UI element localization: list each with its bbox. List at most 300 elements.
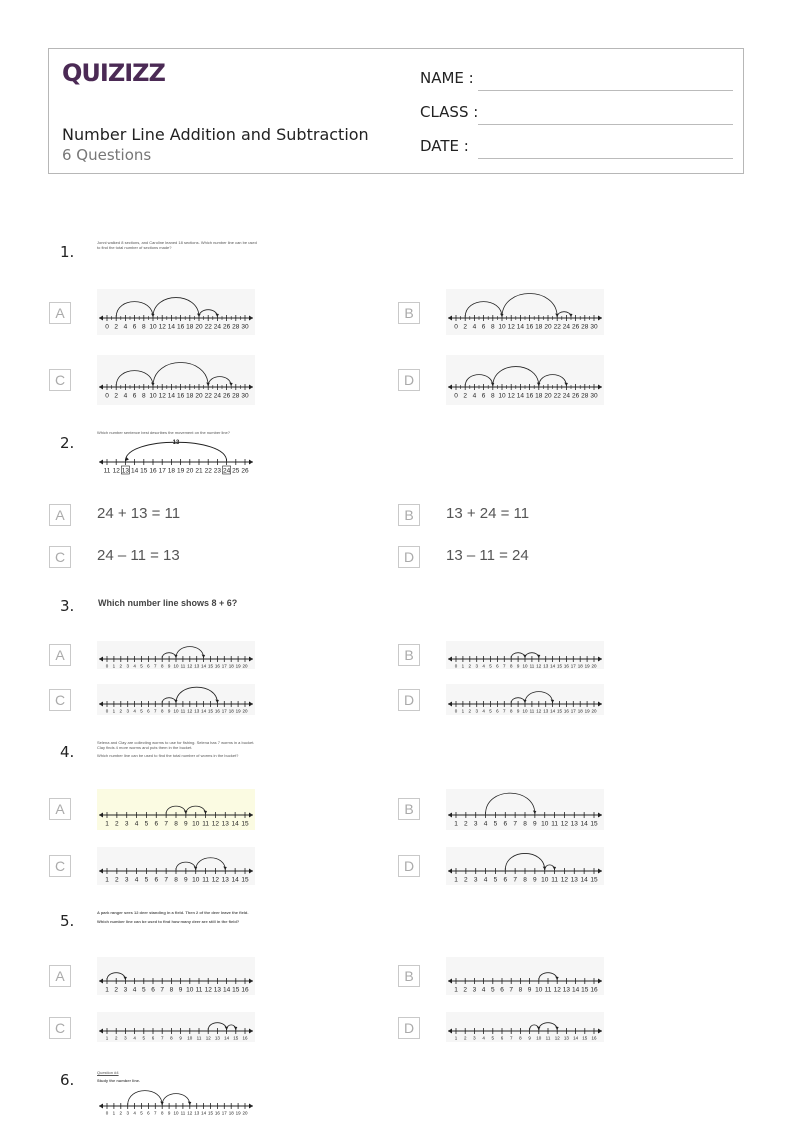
tick-label: 10 <box>149 392 157 400</box>
tick-label: 9 <box>533 876 537 884</box>
tick-label: 0 <box>105 323 109 331</box>
tick-label: 14 <box>516 323 525 331</box>
tick-label: 13 <box>570 820 578 828</box>
tick-label: 16 <box>241 986 249 994</box>
tick-label: 6 <box>132 392 137 400</box>
tick-label: 4 <box>134 876 139 884</box>
tick-label: 12 <box>536 663 542 669</box>
tick-label: 14 <box>222 986 231 994</box>
jump-arrow-icon <box>555 977 559 981</box>
left-arrow-icon <box>99 385 103 390</box>
tick-label: 4 <box>133 1110 136 1116</box>
tick-label: 6 <box>503 876 508 884</box>
tick-label: 13 <box>562 986 571 994</box>
tick-label: 6 <box>147 708 150 714</box>
tick-label: 10 <box>522 663 528 669</box>
tick-label: 12 <box>187 1110 193 1116</box>
tick-label: 4 <box>123 323 128 331</box>
name-line[interactable] <box>478 90 733 91</box>
tick-label: 6 <box>154 876 159 884</box>
option-letter-c[interactable]: C <box>49 369 71 391</box>
tick-label: 20 <box>242 1110 248 1116</box>
tick-label: 28 <box>581 323 589 331</box>
tick-label: 5 <box>140 663 143 669</box>
question-number: 4. <box>60 743 75 761</box>
tick-label: 13 <box>570 876 578 884</box>
option-image[interactable] <box>97 684 255 715</box>
tick-label: 8 <box>160 1110 164 1116</box>
tick-label: 2 <box>468 663 472 669</box>
tick-label: 18 <box>535 323 543 331</box>
tick-label: 0 <box>105 708 109 714</box>
tick-label: 15 <box>556 663 563 669</box>
tick-label: 26 <box>241 467 249 475</box>
tick-label: 14 <box>231 876 239 884</box>
tick-label: 28 <box>232 323 240 331</box>
tick-label: 14 <box>580 820 588 828</box>
option-letter-b[interactable]: B <box>398 798 420 820</box>
tick-label: 11 <box>544 986 552 994</box>
option-letter-a[interactable]: A <box>49 798 71 820</box>
left-arrow-icon <box>99 979 103 984</box>
right-arrow-icon <box>249 657 253 662</box>
jump-arc <box>557 312 571 317</box>
tick-label: 8 <box>141 392 146 400</box>
tick-label: 3 <box>475 663 478 669</box>
option-image[interactable] <box>97 957 255 995</box>
tick-label: 8 <box>490 323 495 331</box>
tick-label: 6 <box>481 323 486 331</box>
tick-label: 13 <box>221 820 229 828</box>
tick-label: 13 <box>563 1035 569 1041</box>
tick-label: 15 <box>241 876 249 884</box>
tick-label: 11 <box>196 1035 202 1041</box>
tick-label: 0 <box>454 392 458 400</box>
tick-label: 8 <box>519 1035 522 1041</box>
tick-label: 6 <box>503 820 508 828</box>
tick-label: 14 <box>580 876 588 884</box>
number-line-figure <box>97 437 255 477</box>
tick-label: 14 <box>516 392 525 400</box>
tick-label: 18 <box>535 392 543 400</box>
option-letter-a[interactable]: A <box>49 965 71 987</box>
tick-label: 7 <box>164 876 168 884</box>
number-line-figure <box>446 847 604 885</box>
tick-label: 2 <box>464 820 468 828</box>
tick-label: 20 <box>591 663 597 669</box>
tick-label: 8 <box>509 663 513 669</box>
jump-arc <box>196 858 226 870</box>
option-image[interactable] <box>97 1012 255 1042</box>
tick-label: 4 <box>482 663 485 669</box>
jump-arrow-icon <box>123 977 127 981</box>
option-text[interactable]: 13 + 24 = 11 <box>446 505 530 522</box>
tick-label: 8 <box>518 986 523 994</box>
tick-label: 1 <box>454 820 458 828</box>
tick-label: 3 <box>124 820 129 828</box>
tick-label: 7 <box>513 820 517 828</box>
tick-label: 13 <box>213 986 222 994</box>
tick-label: 15 <box>232 986 240 994</box>
option-image[interactable] <box>446 789 604 830</box>
tick-label: 8 <box>169 986 174 994</box>
option-image[interactable] <box>446 641 604 669</box>
question-prompt-line-2: Which number line can be used to find how many deer are still in the field? <box>97 919 240 924</box>
tick-label: 13 <box>214 1035 220 1041</box>
tick-label: 12 <box>158 392 166 400</box>
worksheet-header <box>48 48 744 174</box>
tick-label: 3 <box>126 708 129 714</box>
tick-label: 22 <box>204 323 212 331</box>
tick-label: 1 <box>112 1110 116 1116</box>
left-arrow-icon <box>99 702 103 707</box>
tick-label: 10 <box>192 820 200 828</box>
jump-arrow-icon <box>202 655 206 659</box>
tick-label: 11 <box>551 876 558 884</box>
right-arrow-icon <box>598 702 602 707</box>
jump-arc <box>465 375 493 386</box>
tick-label: 10 <box>186 986 194 994</box>
option-letter-d[interactable]: D <box>398 689 420 711</box>
tick-label: 13 <box>543 663 549 669</box>
option-text[interactable]: 24 – 11 = 13 <box>97 547 180 564</box>
tick-label: 12 <box>507 392 515 400</box>
tick-label: 10 <box>541 820 549 828</box>
tick-label: 17 <box>221 1110 227 1116</box>
tick-label: 19 <box>584 708 590 714</box>
number-line-figure <box>446 1012 604 1042</box>
tick-label: 10 <box>187 1035 193 1041</box>
jump-arrow-icon <box>229 383 233 387</box>
tick-label: 15 <box>207 1110 214 1116</box>
tick-label: 5 <box>493 820 498 828</box>
tick-label: 18 <box>577 708 583 714</box>
number-line-figure <box>97 1012 255 1042</box>
tick-label: 22 <box>553 323 561 331</box>
left-arrow-icon <box>99 813 103 818</box>
tick-label: 8 <box>141 323 146 331</box>
tick-label: 24 <box>222 467 231 475</box>
tick-label: 24 <box>562 323 571 331</box>
tick-label: 1 <box>105 986 109 994</box>
tick-label: 9 <box>184 876 188 884</box>
tick-label: 30 <box>241 323 249 331</box>
tick-label: 28 <box>232 392 240 400</box>
option-image[interactable] <box>446 289 604 335</box>
tick-label: 3 <box>126 663 129 669</box>
tick-label: 7 <box>154 708 157 714</box>
tick-label: 6 <box>147 1110 150 1116</box>
tick-label: 21 <box>195 467 203 475</box>
tick-label: 10 <box>541 876 549 884</box>
tick-label: 24 <box>213 392 222 400</box>
option-letter-a[interactable]: A <box>49 504 71 526</box>
tick-label: 15 <box>207 663 214 669</box>
tick-label: 9 <box>167 1110 171 1116</box>
tick-label: 18 <box>228 663 234 669</box>
tick-label: 12 <box>187 663 193 669</box>
tick-label: 16 <box>590 986 598 994</box>
tick-label: 11 <box>551 820 558 828</box>
tick-label: 2 <box>119 1110 123 1116</box>
option-image[interactable] <box>446 957 604 995</box>
option-image[interactable] <box>97 789 255 830</box>
jump-arc <box>116 302 153 317</box>
tick-label: 20 <box>544 323 552 331</box>
tick-label: 12 <box>112 467 120 475</box>
tick-label: 13 <box>221 876 229 884</box>
tick-label: 4 <box>483 820 488 828</box>
tick-label: 8 <box>523 820 527 828</box>
option-letter-c[interactable]: C <box>49 1017 71 1039</box>
tick-label: 13 <box>121 467 130 475</box>
tick-label: 4 <box>472 323 477 331</box>
question-prompt: Which number line shows 8 + 6? <box>98 598 238 608</box>
tick-label: 19 <box>235 1110 241 1116</box>
tick-label: 2 <box>114 986 119 994</box>
option-letter-a[interactable]: A <box>49 644 71 666</box>
tick-label: 18 <box>186 392 194 400</box>
tick-label: 2 <box>463 986 468 994</box>
tick-label: 1 <box>454 1035 458 1041</box>
tick-label: 11 <box>180 663 186 669</box>
option-letter-c[interactable]: C <box>49 689 71 711</box>
right-arrow-icon <box>249 316 253 321</box>
tick-label: 14 <box>550 708 556 714</box>
tick-label: 3 <box>472 986 477 994</box>
option-letter-b[interactable]: B <box>398 644 420 666</box>
tick-label: 0 <box>454 708 458 714</box>
right-arrow-icon <box>249 1029 253 1034</box>
tick-label: 6 <box>496 708 499 714</box>
tick-label: 17 <box>158 467 166 475</box>
jump-arrow-icon <box>234 1027 238 1031</box>
option-image[interactable] <box>97 641 255 669</box>
jump-arrow-icon <box>215 314 219 318</box>
tick-label: 16 <box>176 323 185 331</box>
tick-label: 16 <box>242 1035 248 1041</box>
number-line-figure <box>97 641 255 669</box>
option-letter-c[interactable]: C <box>49 546 71 568</box>
tick-label: 5 <box>144 820 149 828</box>
tick-label: 18 <box>167 467 176 475</box>
number-line-figure <box>97 289 255 335</box>
tick-label: 12 <box>507 323 515 331</box>
tick-label: 11 <box>545 1035 551 1041</box>
tick-label: 20 <box>195 323 203 331</box>
tick-label: 10 <box>536 1035 542 1041</box>
worksheet-title: Number Line Addition and Subtraction <box>62 125 369 144</box>
tick-label: 20 <box>544 392 552 400</box>
tick-label: 24 <box>562 392 571 400</box>
right-arrow-icon <box>249 1104 253 1109</box>
tick-label: 14 <box>167 392 176 400</box>
option-image[interactable] <box>446 355 604 405</box>
tick-label: 22 <box>204 467 212 475</box>
tick-label: 14 <box>201 1110 207 1116</box>
number-line-figure <box>97 957 255 995</box>
tick-label: 24 <box>213 323 222 331</box>
tick-label: 1 <box>112 708 116 714</box>
jump-arc <box>493 367 539 386</box>
right-arrow-icon <box>249 979 253 984</box>
option-text[interactable]: 24 + 13 = 11 <box>97 505 181 522</box>
right-arrow-icon <box>598 657 602 662</box>
option-letter-d[interactable]: D <box>398 546 420 568</box>
tick-label: 16 <box>563 663 569 669</box>
question-image <box>97 1087 255 1117</box>
tick-label: 6 <box>500 986 504 994</box>
tick-label: 30 <box>590 392 598 400</box>
number-line-figure <box>446 355 604 405</box>
tick-label: 0 <box>454 663 458 669</box>
tick-label: 5 <box>489 663 492 669</box>
tick-label: 3 <box>123 986 128 994</box>
tick-label: 6 <box>481 392 486 400</box>
tick-label: 17 <box>221 663 227 669</box>
option-text[interactable]: 13 – 11 = 24 <box>446 547 529 564</box>
tick-label: 9 <box>533 820 537 828</box>
tick-label: 9 <box>516 663 520 669</box>
option-letter-d[interactable]: D <box>398 855 420 877</box>
tick-label: 17 <box>221 708 227 714</box>
option-image[interactable] <box>97 847 255 885</box>
jump-arc <box>153 298 199 317</box>
tick-label: 26 <box>222 392 231 400</box>
tick-label: 2 <box>464 876 468 884</box>
tick-label: 12 <box>536 708 542 714</box>
option-letter-a[interactable]: A <box>49 302 71 324</box>
left-arrow-icon <box>448 979 452 984</box>
tick-label: 1 <box>461 708 465 714</box>
tick-label: 0 <box>105 663 109 669</box>
jump-arc <box>153 363 208 386</box>
option-letter-b[interactable]: B <box>398 302 420 324</box>
question-number: 2. <box>60 434 75 452</box>
tick-label: 7 <box>509 1035 513 1041</box>
tick-label: 9 <box>167 708 171 714</box>
option-image[interactable] <box>97 289 255 335</box>
left-arrow-icon <box>448 869 452 874</box>
tick-label: 1 <box>454 876 458 884</box>
left-arrow-icon <box>448 385 452 390</box>
option-image[interactable] <box>446 847 604 885</box>
jump-label: 13 <box>172 440 180 446</box>
question-prompt-line-2: Which number line can be used to find the total number of worms in the bucket? <box>97 753 239 758</box>
number-line-figure <box>446 641 604 669</box>
option-letter-b[interactable]: B <box>398 965 420 987</box>
right-arrow-icon <box>598 869 602 874</box>
tick-label: 26 <box>571 323 580 331</box>
tick-label: 11 <box>195 986 203 994</box>
left-arrow-icon <box>448 316 452 321</box>
number-line-figure <box>97 684 255 715</box>
tick-label: 26 <box>222 323 231 331</box>
date-line[interactable] <box>478 158 733 159</box>
tick-label: 8 <box>170 1035 173 1041</box>
tick-label: 20 <box>195 392 203 400</box>
left-arrow-icon <box>99 657 103 662</box>
tick-label: 14 <box>571 986 580 994</box>
tick-label: 8 <box>523 876 527 884</box>
tick-label: 23 <box>213 467 222 475</box>
tick-label: 8 <box>160 663 164 669</box>
jump-arc <box>502 294 557 317</box>
tick-label: 20 <box>242 708 248 714</box>
tick-label: 2 <box>115 876 119 884</box>
number-line-figure <box>446 289 604 335</box>
tick-label: 9 <box>528 1035 531 1041</box>
tick-label: 1 <box>105 820 109 828</box>
tick-label: 8 <box>509 708 513 714</box>
option-letter-d[interactable]: D <box>398 369 420 391</box>
question-image <box>97 437 255 477</box>
tick-label: 22 <box>204 392 212 400</box>
class-line[interactable] <box>478 124 733 125</box>
tick-label: 10 <box>522 708 528 714</box>
tick-label: 10 <box>192 876 200 884</box>
jump-arrow-icon <box>533 811 537 815</box>
right-arrow-icon <box>249 385 253 390</box>
tick-label: 4 <box>472 392 477 400</box>
option-letter-b[interactable]: B <box>398 504 420 526</box>
tick-label: 8 <box>160 708 164 714</box>
option-image[interactable] <box>446 684 604 715</box>
left-arrow-icon <box>448 1029 452 1034</box>
right-arrow-icon <box>598 813 602 818</box>
tick-label: 3 <box>124 1035 127 1041</box>
tick-label: 12 <box>211 820 220 828</box>
tick-label: 12 <box>187 708 193 714</box>
tick-label: 4 <box>482 708 485 714</box>
tick-label: 15 <box>207 708 214 714</box>
tick-label: 7 <box>154 663 157 669</box>
number-line-figure <box>97 789 255 830</box>
tick-label: 12 <box>204 986 212 994</box>
option-letter-d[interactable]: D <box>398 1017 420 1039</box>
number-line-figure <box>446 957 604 995</box>
right-arrow-icon <box>249 460 253 465</box>
tick-label: 4 <box>123 392 128 400</box>
jump-arrow-icon <box>553 867 557 871</box>
tick-label: 20 <box>242 663 248 669</box>
tick-label: 13 <box>194 708 200 714</box>
tick-label: 7 <box>513 876 517 884</box>
tick-label: 9 <box>184 820 188 828</box>
jump-arc <box>208 377 231 386</box>
tick-label: 19 <box>235 663 241 669</box>
tick-label: 16 <box>214 663 220 669</box>
question-prompt-line-2: Study the number line. <box>97 1078 141 1083</box>
option-letter-c[interactable]: C <box>49 855 71 877</box>
tick-label: 4 <box>483 876 488 884</box>
option-image[interactable] <box>446 1012 604 1042</box>
tick-label: 10 <box>173 1110 179 1116</box>
option-image[interactable] <box>97 355 255 405</box>
tick-label: 1 <box>454 986 458 994</box>
tick-label: 18 <box>577 663 583 669</box>
right-arrow-icon <box>598 316 602 321</box>
tick-label: 2 <box>463 1035 467 1041</box>
tick-label: 4 <box>133 1035 136 1041</box>
tick-label: 14 <box>550 663 556 669</box>
tick-label: 2 <box>114 392 119 400</box>
tick-label: 6 <box>496 663 499 669</box>
tick-label: 15 <box>233 1035 239 1041</box>
tick-label: 5 <box>491 1035 495 1041</box>
tick-label: 6 <box>154 820 159 828</box>
tick-label: 12 <box>554 1035 560 1041</box>
